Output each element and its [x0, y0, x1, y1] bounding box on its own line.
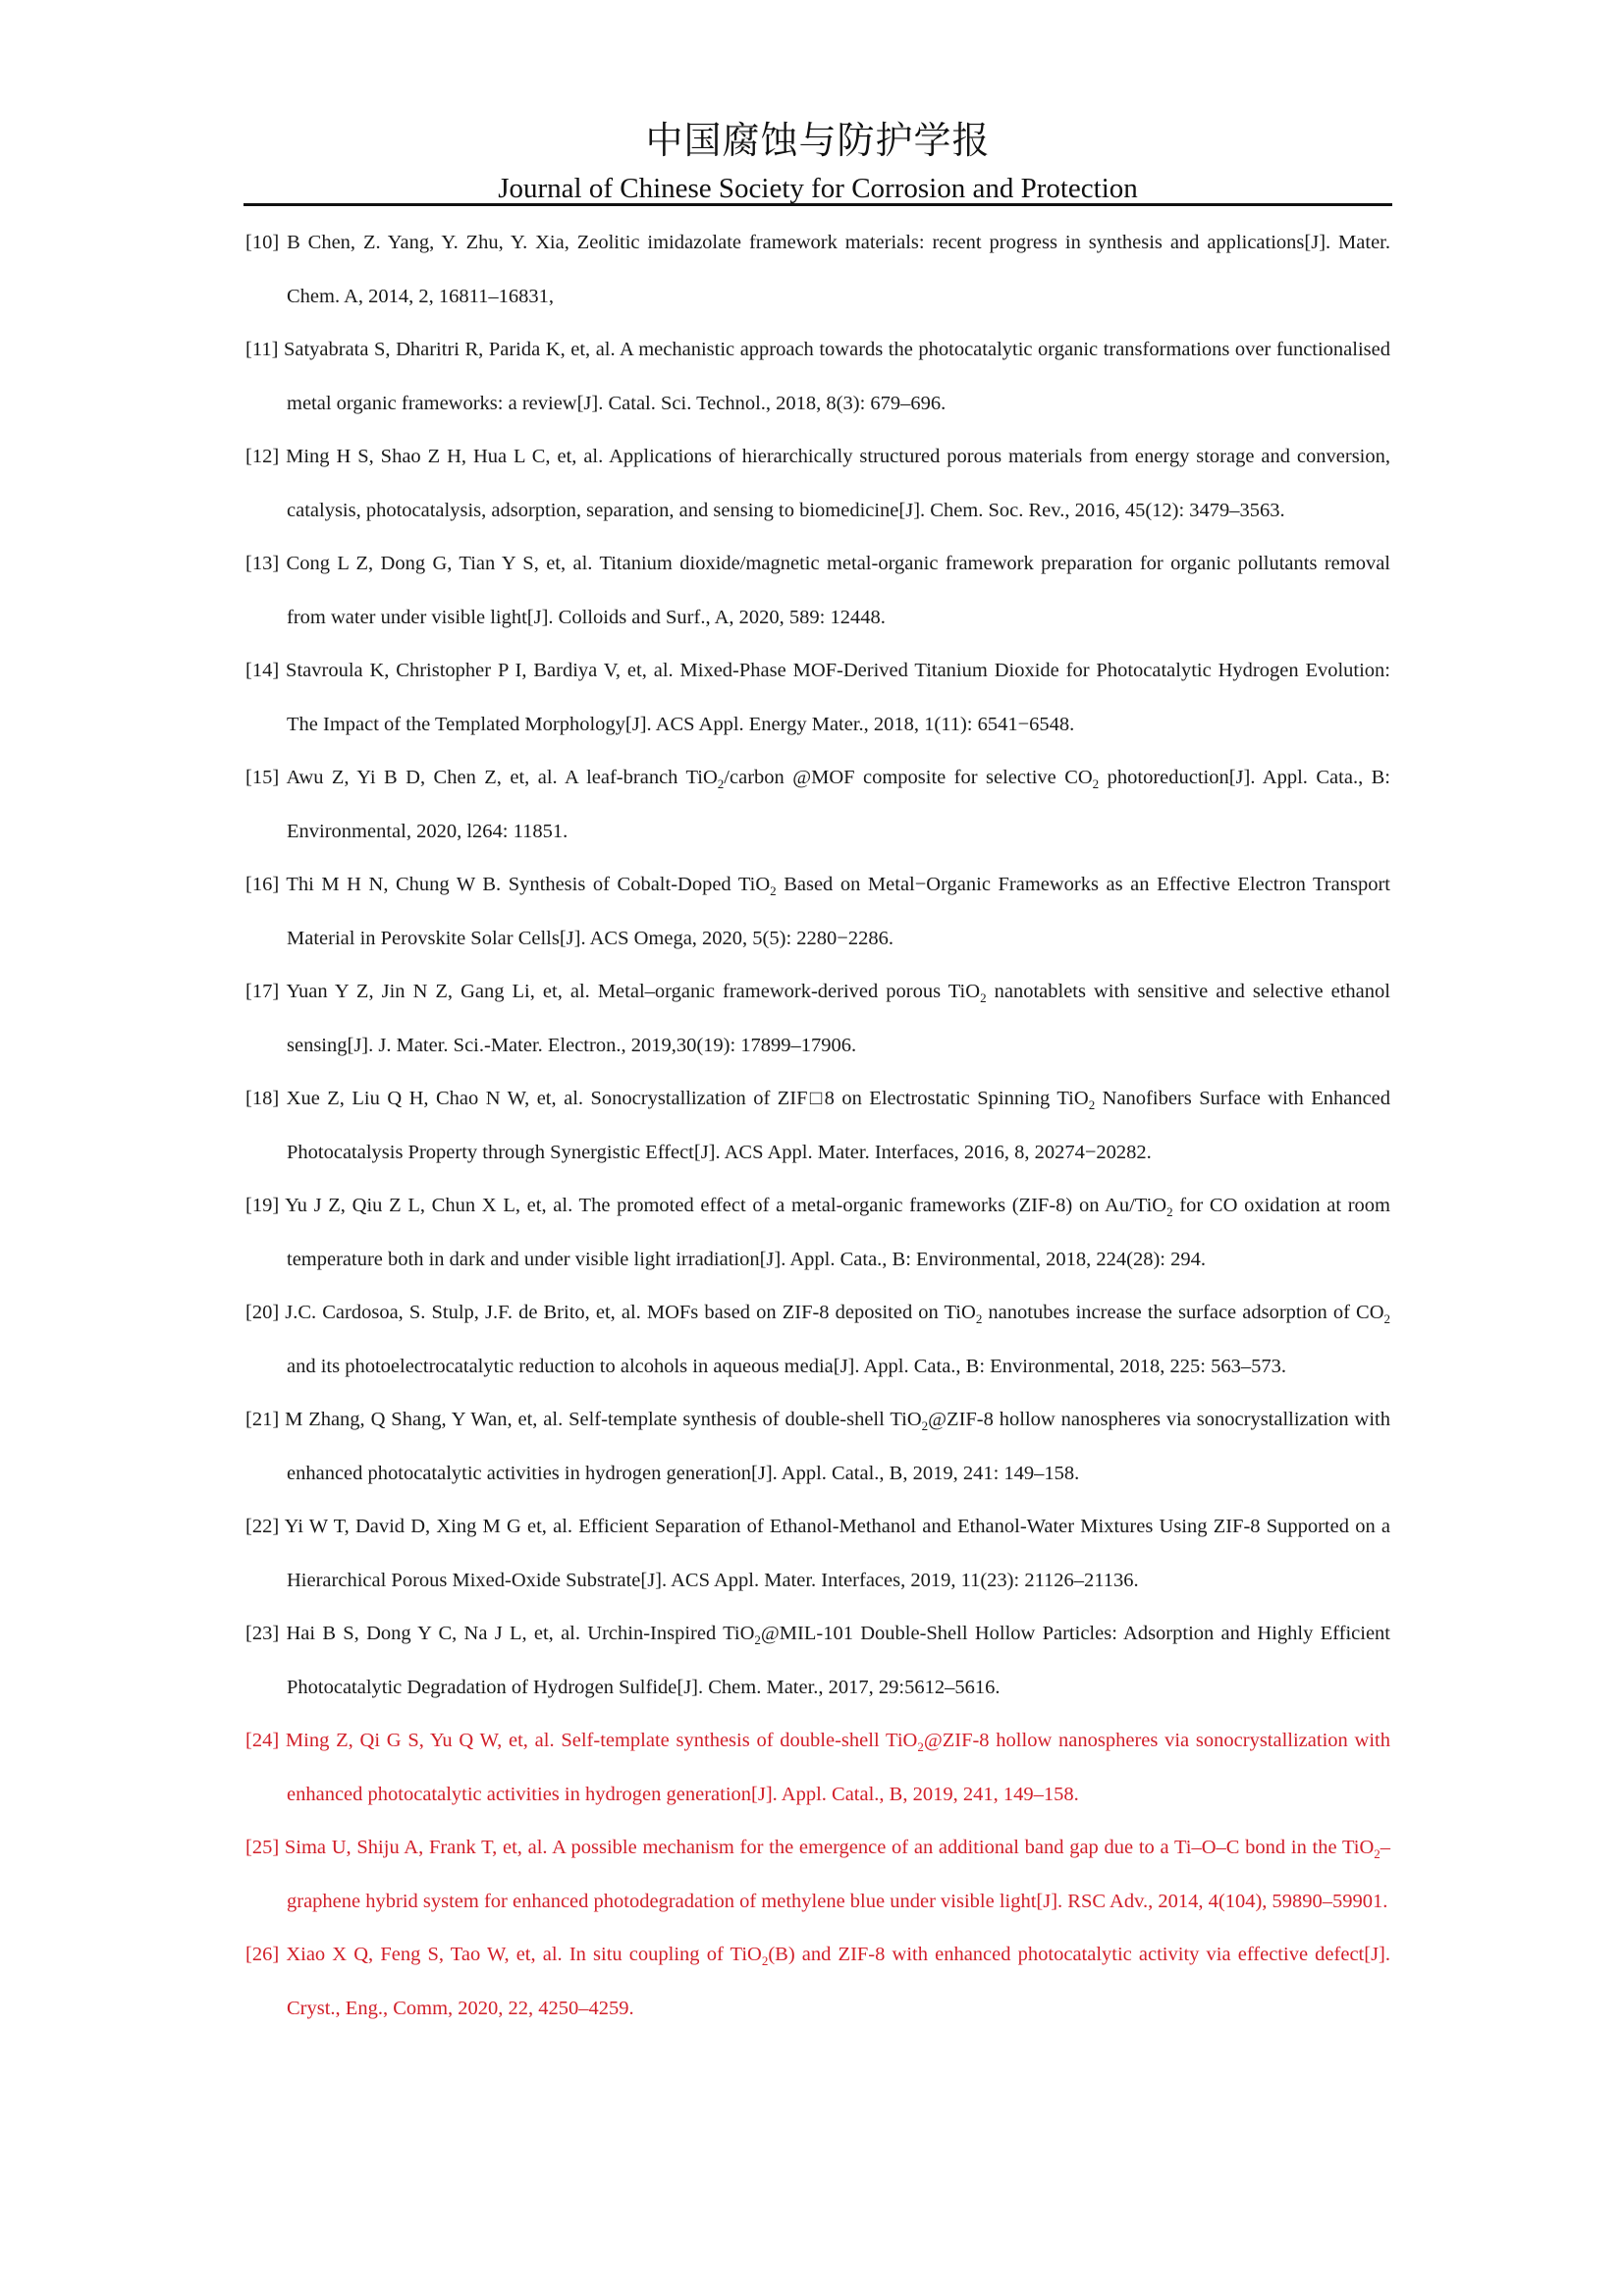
- reference-text: /carbon @MOF composite for selective CO: [724, 767, 1093, 788]
- reference-text: (B) and ZIF-8 with enhanced photocatalytic activity via effective defect[J]. Cryst., Eng., Comm, 2020, 22, 4250–4259.: [287, 1944, 1391, 2019]
- reference-text: –graphene hybrid system for enhanced photodegradation of methylene blue under visible light[J]. RSC Adv., 2014, 4(104), 59890–59901.: [287, 1837, 1390, 1912]
- reference-text: M Zhang, Q Shang, Y Wan, et, al. Self-template synthesis of double-shell TiO: [285, 1409, 922, 1430]
- reference-text: Hai B S, Dong Y C, Na J L, et, al. Urchin-Inspired TiO: [286, 1623, 755, 1644]
- reference-text: nanotubes increase the surface adsorption of CO: [982, 1302, 1384, 1323]
- reference-number: [22]: [245, 1516, 280, 1537]
- subscript: 2: [754, 1632, 761, 1648]
- reference-text: and its photoelectrocatalytic reduction to alcohols in aqueous media[J]. Appl. Cata., B: Environmental, 2018, 225: 563–573.: [287, 1355, 1286, 1377]
- reference-number: [23]: [245, 1623, 280, 1644]
- reference-text: photoreduction[J]. Appl. Cata., B: Environmental, 2020, l264: 11851.: [287, 767, 1391, 842]
- reference-list: [245, 216, 1390, 2035]
- reference-number: [21]: [245, 1409, 280, 1430]
- reference-number: [20]: [245, 1302, 280, 1323]
- subscript: 2: [1166, 1204, 1173, 1220]
- reference-entry: [245, 644, 1390, 751]
- reference-entry: [245, 1928, 1390, 2035]
- reference-text: Thi M H N, Chung W B. Synthesis of Cobalt-Doped TiO: [286, 874, 771, 895]
- reference-text: @ZIF-8 hollow nanospheres via sonocrystallization with enhanced photocatalytic activities in hydrogen generation[J]. Appl. Catal., B, 2019, 241, 149–158.: [287, 1730, 1390, 1805]
- reference-text: B Chen, Z. Yang, Y. Zhu, Y. Xia, Zeolitic imidazolate framework materials: recent progress in synthesis and applications[J]. Mater. Chem. A, 2014, 2, 16811–16831,: [287, 232, 1390, 307]
- reference-text: Awu Z, Yi B D, Chen Z, et, al. A leaf-branch TiO: [286, 767, 718, 788]
- subscript: 2: [980, 990, 987, 1006]
- reference-number: [15]: [245, 767, 280, 788]
- reference-number: [17]: [245, 981, 280, 1002]
- reference-entry: [245, 1179, 1390, 1286]
- reference-entry: [245, 1393, 1390, 1500]
- journal-title-cn: 中国腐蚀与防护学报: [645, 119, 991, 162]
- reference-text: Ming H S, Shao Z H, Hua L C, et, al. Applications of hierarchically structured porous materials from energy storage and conversion, catalysis, photocatalysis, adsorption, separation, and sensing to biomedicine[J]. Chem. Soc. Rev., 2016, 45(12): 3479–3563.: [286, 446, 1391, 521]
- journal-header: [244, 116, 1392, 206]
- reference-text: @MIL-101 Double-Shell Hollow Particles: Adsorption and Highly Efficient Photocatalytic Degradation of Hydrogen Sulfide[J]. Chem. Mater., 2017, 29:5612–5616.: [287, 1623, 1390, 1698]
- reference-number: [11]: [245, 339, 279, 360]
- reference-entry: [245, 858, 1390, 965]
- reference-entry: [245, 1500, 1390, 1607]
- reference-text: Nanofibers Surface with Enhanced Photocatalysis Property through Synergistic Effect[J]. ACS Appl. Mater. Interfaces, 2016, 8, 20274−20282.: [287, 1088, 1391, 1163]
- reference-entry: [245, 751, 1390, 858]
- subscript: 2: [1088, 1097, 1096, 1113]
- reference-number: [12]: [245, 446, 280, 467]
- reference-entry: [245, 1607, 1390, 1714]
- reference-text: J.C. Cardosoa, S. Stulp, J.F. de Brito, et, al. MOFs based on ZIF-8 deposited on TiO: [285, 1302, 976, 1323]
- reference-number: [16]: [245, 874, 280, 895]
- subscript: 2: [921, 1418, 929, 1434]
- reference-entry: [245, 430, 1390, 537]
- reference-text: for CO oxidation at room temperature both in dark and under visible light irradiation[J]. Appl. Cata., B: Environmental, 2018, 224(28): 294.: [287, 1195, 1390, 1270]
- reference-text: Based on Metal−Organic Frameworks as an Effective Electron Transport Material in Perovskite Solar Cells[J]. ACS Omega, 2020, 5(5): 2280−2286.: [287, 874, 1390, 949]
- reference-entry: [245, 216, 1390, 323]
- reference-text: Yu J Z, Qiu Z L, Chun X L, et, al. The promoted effect of a metal-organic frameworks (ZIF-8) on Au/TiO: [285, 1195, 1167, 1216]
- reference-number: [14]: [245, 660, 280, 681]
- reference-entry: [245, 1072, 1390, 1179]
- reference-entry: [245, 537, 1390, 644]
- reference-number: [13]: [245, 553, 280, 574]
- header-divider: [244, 203, 1392, 206]
- reference-number: [19]: [245, 1195, 280, 1216]
- reference-text: Stavroula K, Christopher P I, Bardiya V, et, al. Mixed-Phase MOF-Derived Titanium Dioxide for Photocatalytic Hydrogen Evolution: The Impact of the Templated Morphology[J]. ACS Appl. Energy Mater., 2018, 1(11): 6541−6548.: [286, 660, 1391, 735]
- reference-text: Yi W T, David D, Xing M G et, al. Efficient Separation of Ethanol-Methanol and Ethanol-Water Mixtures Using ZIF-8 Supported on a Hierarchical Porous Mixed-Oxide Substrate[J]. ACS Appl. Mater. Interfaces, 2019, 11(23): 21126–21136.: [284, 1516, 1390, 1591]
- reference-number: [24]: [245, 1730, 280, 1751]
- reference-entry: [245, 1286, 1390, 1393]
- reference-text: @ZIF-8 hollow nanospheres via sonocrystallization with enhanced photocatalytic activities in hydrogen generation[J]. Appl. Catal., B, 2019, 241: 149–158.: [287, 1409, 1390, 1484]
- reference-text: nanotablets with sensitive and selective ethanol sensing[J]. J. Mater. Sci.-Mater. Electron., 2019,30(19): 17899–17906.: [287, 981, 1390, 1056]
- reference-text: Xue Z, Liu Q H, Chao N W, et, al. Sonocrystallization of ZIF□8 on Electrostatic Spinning TiO: [286, 1088, 1089, 1109]
- subscript: 2: [717, 776, 725, 792]
- subscript: 2: [975, 1311, 983, 1327]
- reference-text: Ming Z, Qi G S, Yu Q W, et, al. Self-template synthesis of double-shell TiO: [285, 1730, 918, 1751]
- reference-entry: [245, 965, 1390, 1072]
- reference-text: Sima U, Shiju A, Frank T, et, al. A possible mechanism for the emergence of an additional band gap due to a Ti–O–C bond in the TiO: [284, 1837, 1375, 1858]
- reference-text: Yuan Y Z, Jin N Z, Gang Li, et, al. Metal–organic framework-derived porous TiO: [286, 981, 981, 1002]
- subscript: 2: [917, 1739, 924, 1755]
- subscript: 2: [1383, 1311, 1391, 1327]
- journal-title-en: Journal of Chinese Society for Corrosion and Protection: [498, 173, 1138, 204]
- subscript: 2: [761, 1953, 769, 1969]
- reference-text: Xiao X Q, Feng S, Tao W, et, al. In situ coupling of TiO: [286, 1944, 762, 1965]
- reference-entry: [245, 323, 1390, 430]
- reference-text: Cong L Z, Dong G, Tian Y S, et, al. Titanium dioxide/magnetic metal-organic framework preparation for organic pollutants removal from water under visible light[J]. Colloids and Surf., A, 2020, 589: 12448.: [286, 553, 1391, 628]
- reference-number: [18]: [245, 1088, 280, 1109]
- reference-entry: [245, 1821, 1390, 1928]
- reference-number: [10]: [245, 232, 280, 253]
- subscript: 2: [1092, 776, 1100, 792]
- subscript: 2: [770, 883, 777, 899]
- reference-text: Satyabrata S, Dharitri R, Parida K, et, al. A mechanistic approach towards the photocatalytic organic transformations over functionalised metal organic frameworks: a review[J]. Catal. Sci. Technol., 2018, 8(3): 679–696.: [283, 339, 1390, 414]
- reference-number: [25]: [245, 1837, 280, 1858]
- subscript: 2: [1374, 1846, 1380, 1862]
- reference-entry: [245, 1714, 1390, 1821]
- reference-number: [26]: [245, 1944, 280, 1965]
